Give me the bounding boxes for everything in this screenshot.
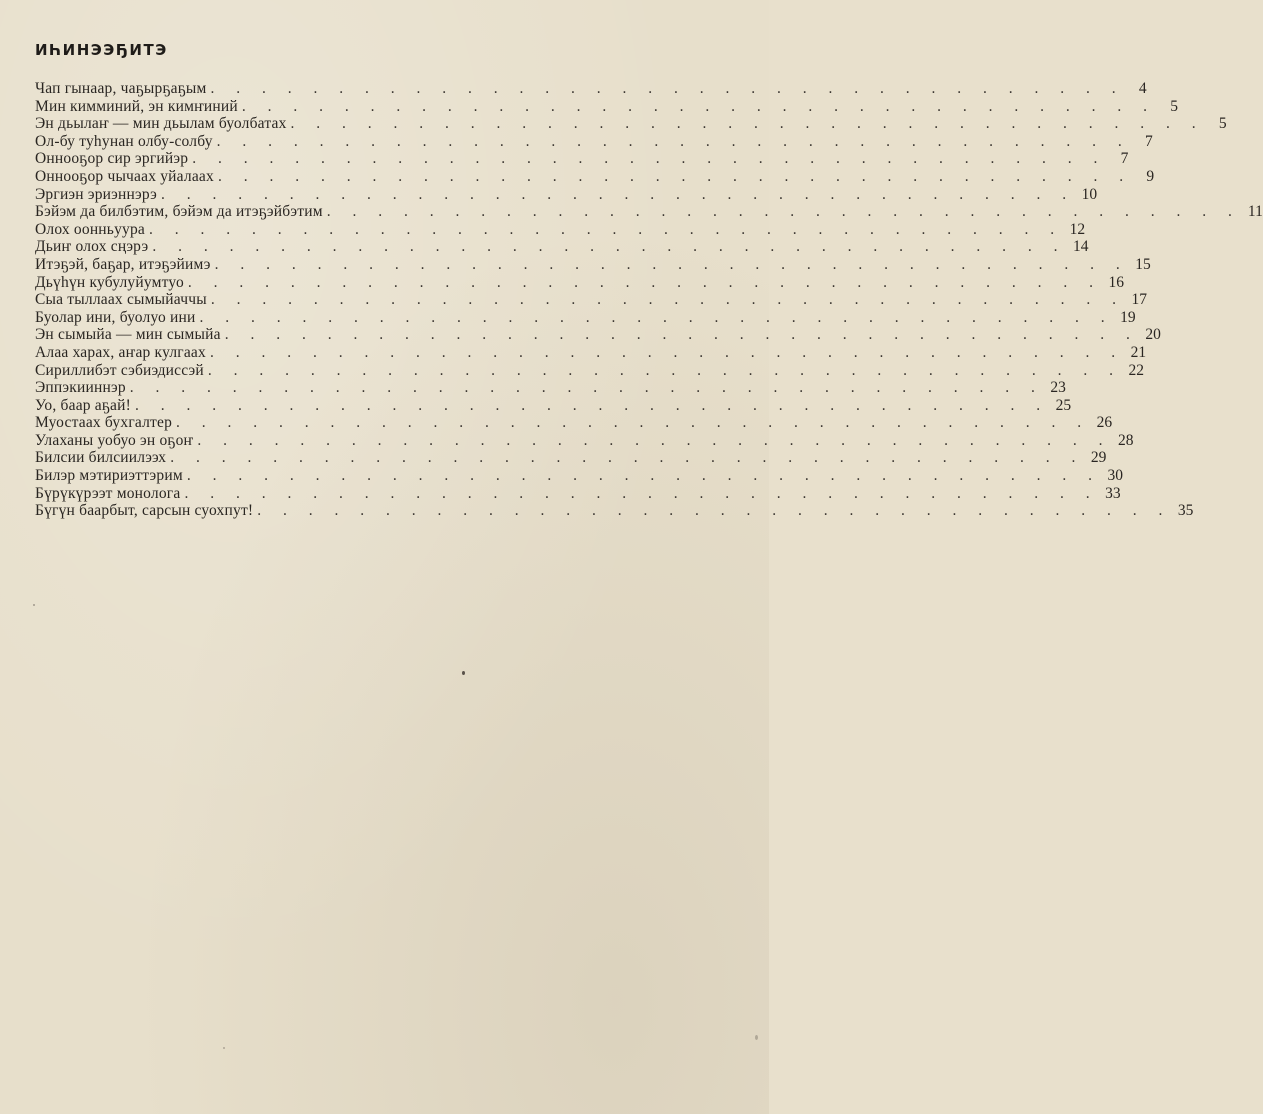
- toc-entry: [35, 361, 1144, 380]
- entry-page-number: 5: [1170, 97, 1179, 115]
- dot-leader: . . . . . . . . . . . . . . . . . . . . . . . . . . . . . . . . . . . .: [257, 502, 1172, 520]
- toc-entry: [35, 291, 1147, 309]
- toc-entry: [35, 203, 1263, 221]
- entry-title: Эн дьылаҥ — мин дьылам буолбатах: [35, 115, 287, 133]
- dot-leader: . . . . . . . . . . . . . . . . . . . . . . . . . . . . . . . . . . . .: [217, 167, 1133, 185]
- entry-page-number: 7: [1120, 150, 1129, 168]
- toc-entry: [35, 97, 1179, 116]
- entry-page-number: 10: [1081, 185, 1098, 203]
- contents-heading: ИҺИНЭЭҔИТЭ: [35, 41, 168, 59]
- toc-entry: [35, 467, 1123, 485]
- paper-speck: [755, 1035, 758, 1040]
- dot-leader: . . . . . . . . . . . . . . . . . . . . . . . . . . . . . . . . . . . .: [241, 97, 1157, 115]
- toc-entry: [35, 396, 1072, 415]
- dot-leader: . . . . . . . . . . . . . . . . . . . . . . . . . . . . . . . . . . . .: [214, 255, 1129, 273]
- dot-leader: . . . . . . . . . . . . . . . . . . . . . . . . . . . . . . . . . . . .: [210, 291, 1125, 309]
- toc-entry: [35, 502, 1194, 520]
- entry-page-number: 5: [1218, 115, 1227, 133]
- entry-title: Ол-бу туһунан олбу-солбу: [35, 132, 213, 150]
- toc-entry: [35, 185, 1098, 204]
- entry-page-number: 28: [1118, 431, 1134, 449]
- toc-entry: [35, 449, 1107, 467]
- entry-page-number: 16: [1108, 273, 1125, 291]
- toc-entry: [35, 238, 1089, 256]
- entry-page-number: 17: [1131, 291, 1147, 309]
- toc-entry: [35, 326, 1161, 344]
- dot-leader: . . . . . . . . . . . . . . . . . . . . . . . . . . . . . . . . . . . .: [209, 343, 1125, 361]
- dot-leader: . . . . . . . . . . . . . . . . . . . . . . . . . . . . . . . . . . . .: [176, 414, 1091, 432]
- entry-title: Мин кимминий, эн кимҥиний: [35, 97, 238, 115]
- entry-title: Сириллибэт сэбиэдиссэй: [35, 361, 204, 379]
- entry-page-number: 19: [1120, 308, 1136, 326]
- toc-entry: [35, 273, 1125, 292]
- dot-leader: . . . . . . . . . . . . . . . . . . . . . . . . . . . . . . . . . . . .: [290, 115, 1205, 133]
- dot-leader: . . . . . . . . . . . . . . . . . . . . . . . . . . . . . . . . . . . .: [129, 379, 1044, 397]
- entry-page-number: 22: [1128, 361, 1144, 379]
- toc-entry: [35, 115, 1227, 133]
- entry-title: Бүгүн баарбыт, сарсын суохпут!: [35, 502, 254, 520]
- entry-title: Олох оонньуура: [35, 220, 146, 238]
- entry-title: Сыа тыллаах сымыйаччы: [35, 291, 207, 309]
- toc-entry: [35, 167, 1155, 186]
- toc-entry: [35, 220, 1086, 239]
- dot-leader: . . . . . . . . . . . . . . . . . . . . . . . . . . . . . . . . . . . .: [152, 238, 1067, 256]
- toc-entry: [35, 80, 1147, 98]
- entry-title: Бэйэм да билбэтим, бэйэм да итэҕэйбэтим: [35, 203, 323, 221]
- entry-title: Уо, баар аҕай!: [35, 396, 131, 414]
- entry-page-number: 11: [1247, 203, 1263, 221]
- toc-entry: [35, 255, 1151, 274]
- entry-title: Оннооҕор сир эргийэр: [35, 150, 189, 168]
- entry-title: Бүрүкүрээт монолога: [35, 484, 181, 502]
- dot-leader: . . . . . . . . . . . . . . . . . . . . . . . . . . . . . . . . . . . .: [199, 308, 1114, 326]
- toc-entry: [35, 343, 1147, 362]
- dot-leader: . . . . . . . . . . . . . . . . . . . . . . . . . . . . . . . . . . . .: [210, 80, 1125, 97]
- entry-title: Дьиҥ олох сңэрэ: [35, 238, 149, 256]
- toc-entry: [35, 150, 1129, 168]
- entry-page-number: 15: [1135, 255, 1151, 273]
- table-of-contents: [35, 80, 1263, 520]
- entry-page-number: 12: [1069, 220, 1086, 238]
- entry-page-number: 14: [1072, 238, 1089, 256]
- toc-entry: [35, 414, 1113, 432]
- toc-entry: [35, 379, 1066, 397]
- entry-page-number: 21: [1130, 343, 1147, 361]
- dot-leader: . . . . . . . . . . . . . . . . . . . . . . . . . . . . . . . . . . . .: [326, 203, 1241, 221]
- dot-leader: . . . . . . . . . . . . . . . . . . . . . . . . . . . . . . . . . . . .: [186, 467, 1101, 485]
- entry-page-number: 23: [1050, 379, 1066, 397]
- entry-title: Улаханы уобуо эн оҕоҥ: [35, 431, 194, 449]
- dot-leader: . . . . . . . . . . . . . . . . . . . . . . . . . . . . . . . . . . . .: [187, 273, 1103, 291]
- dot-leader: . . . . . . . . . . . . . . . . . . . . . . . . . . . . . . . . . . . .: [149, 220, 1064, 238]
- entry-title: Эппэкииннэр: [35, 379, 126, 397]
- dot-leader: . . . . . . . . . . . . . . . . . . . . . . . . . . . . . . . . . . . .: [170, 449, 1085, 467]
- dot-leader: . . . . . . . . . . . . . . . . . . . . . . . . . . . . . . . . . . . .: [192, 150, 1107, 168]
- dot-leader: . . . . . . . . . . . . . . . . . . . . . . . . . . . . . . . . . . . .: [207, 361, 1122, 379]
- paper-speck: [462, 671, 465, 675]
- entry-page-number: 26: [1096, 414, 1113, 432]
- entry-title: Муостаах бухгалтер: [35, 414, 173, 432]
- dot-leader: . . . . . . . . . . . . . . . . . . . . . . . . . . . . . . . . . . . .: [135, 396, 1050, 414]
- entry-title: Билэр мэтириэттэрим: [35, 467, 183, 485]
- entry-page-number: 20: [1145, 326, 1161, 344]
- entry-page-number: 35: [1177, 502, 1194, 520]
- entry-page-number: 30: [1107, 467, 1123, 485]
- entry-page-number: 4: [1138, 80, 1147, 97]
- toc-entry: [35, 308, 1136, 327]
- entry-title: Дьүһүн кубулуйумтуо: [35, 273, 184, 291]
- entry-page-number: 33: [1105, 484, 1121, 502]
- entry-title: Эн сымыйа — мин сымыйа: [35, 326, 221, 344]
- dot-leader: . . . . . . . . . . . . . . . . . . . . . . . . . . . . . . . . . . . .: [216, 132, 1131, 150]
- toc-entry: [35, 132, 1153, 151]
- paper-speck: [223, 1047, 225, 1049]
- entry-page-number: 9: [1146, 167, 1155, 185]
- dot-leader: . . . . . . . . . . . . . . . . . . . . . . . . . . . . . . . . . . . .: [184, 484, 1099, 502]
- entry-title: Алаа харах, аҥар кулгаах: [35, 343, 206, 361]
- dot-leader: . . . . . . . . . . . . . . . . . . . . . . . . . . . . . . . . . . . .: [224, 326, 1139, 344]
- toc-entry: [35, 484, 1121, 503]
- entry-title: Билсии билсиилээх: [35, 449, 167, 467]
- dot-leader: . . . . . . . . . . . . . . . . . . . . . . . . . . . . . . . . . . . .: [161, 185, 1076, 203]
- entry-page-number: 25: [1055, 396, 1072, 414]
- entry-page-number: 7: [1145, 132, 1153, 150]
- toc-entry: [35, 431, 1134, 450]
- entry-title: Буолар ини, буолуо ини: [35, 308, 196, 326]
- entry-title: Оннооҕор чычаах уйалаах: [35, 167, 214, 185]
- entry-title: Чап гынаар, чаҕырҕаҕым: [35, 80, 207, 97]
- dot-leader: . . . . . . . . . . . . . . . . . . . . . . . . . . . . . . . . . . . .: [197, 431, 1112, 449]
- entry-title: Эргиэн эриэннэрэ: [35, 185, 158, 203]
- entry-title: Итэҕэй, баҕар, итэҕэйимэ: [35, 255, 211, 273]
- paper-speck: [33, 604, 35, 606]
- entry-page-number: 29: [1090, 449, 1107, 467]
